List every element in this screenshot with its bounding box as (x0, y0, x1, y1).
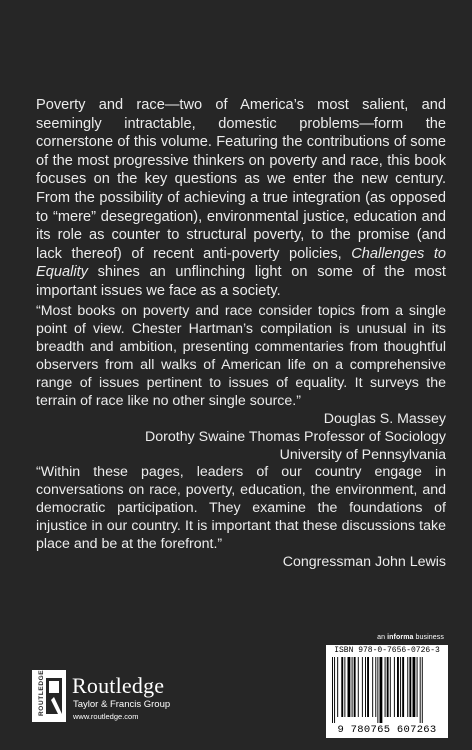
publisher-group: Taylor & Francis Group (73, 699, 171, 710)
quote-attribution (36, 553, 446, 571)
description-blurb (36, 96, 446, 301)
book-title-italic: Challenges to Equality (36, 245, 446, 281)
barcode-bars (330, 657, 444, 723)
attribution-title: Dorothy Swaine Thomas Professor of Sociology (145, 429, 446, 445)
quote-text: “Most books on poverty and race consider topics from a single point of view. Chester Hartman’s compilation is unusual in its breadth and ambition, presenting commentaries from thoughtful observers from all walks of American life on a comprehensive range of issues pertinent to issues of equality. It surveys the terrain of race like no other single source.” (36, 303, 446, 409)
attribution-name: Congressman John Lewis (282, 554, 446, 570)
publisher-name: Routledge (72, 673, 165, 698)
quote-text: “Within these pages, leaders of our country engage in conversations on race, poverty, education, the environment, and democratic participation. They examine the foundations of injustice in our country. It is important that these discussions take place and be at the forefront.” (36, 464, 446, 552)
attribution-institution: University of Pennsylvania (279, 447, 446, 463)
blurb-text-1: Poverty and race—two of America’s most salient, and seemingly intractable, domestic problems—form the cornerstone of this volume. Featuring the contributions of some of the most progressive thinkers on poverty and race, this book focuses on the key questions as we enter the new century. From the possibility of achieving a true integration (as opposed to “mere” desegregation), environmental justice, education and its role as counter to structural poverty, to the promise (and lack thereof) of recent anti-poverty policies, (36, 97, 446, 262)
imprint-prefix: an (377, 634, 388, 641)
endorsement-quote-1 (36, 302, 446, 464)
imprint-brand: informa (387, 634, 414, 641)
attribution-name: Douglas S. Massey (323, 411, 446, 427)
logo-vertical-text: ROUTLEDGE (38, 669, 45, 716)
blurb-text-2: shines an unflinching light on some of the most important issues we face as a society. (36, 264, 446, 299)
quote-attribution (36, 410, 446, 464)
publisher-logo (32, 670, 232, 730)
informa-imprint (377, 634, 444, 641)
publisher-url: www.routledge.com (73, 712, 139, 721)
isbn-label: ISBN 978-0-7656-0726-3 (334, 646, 440, 655)
isbn-barcode (326, 645, 448, 738)
ean-number: 9 780765 607263 (337, 724, 437, 736)
endorsement-quote-2 (36, 463, 446, 571)
imprint-suffix: business (413, 634, 444, 641)
